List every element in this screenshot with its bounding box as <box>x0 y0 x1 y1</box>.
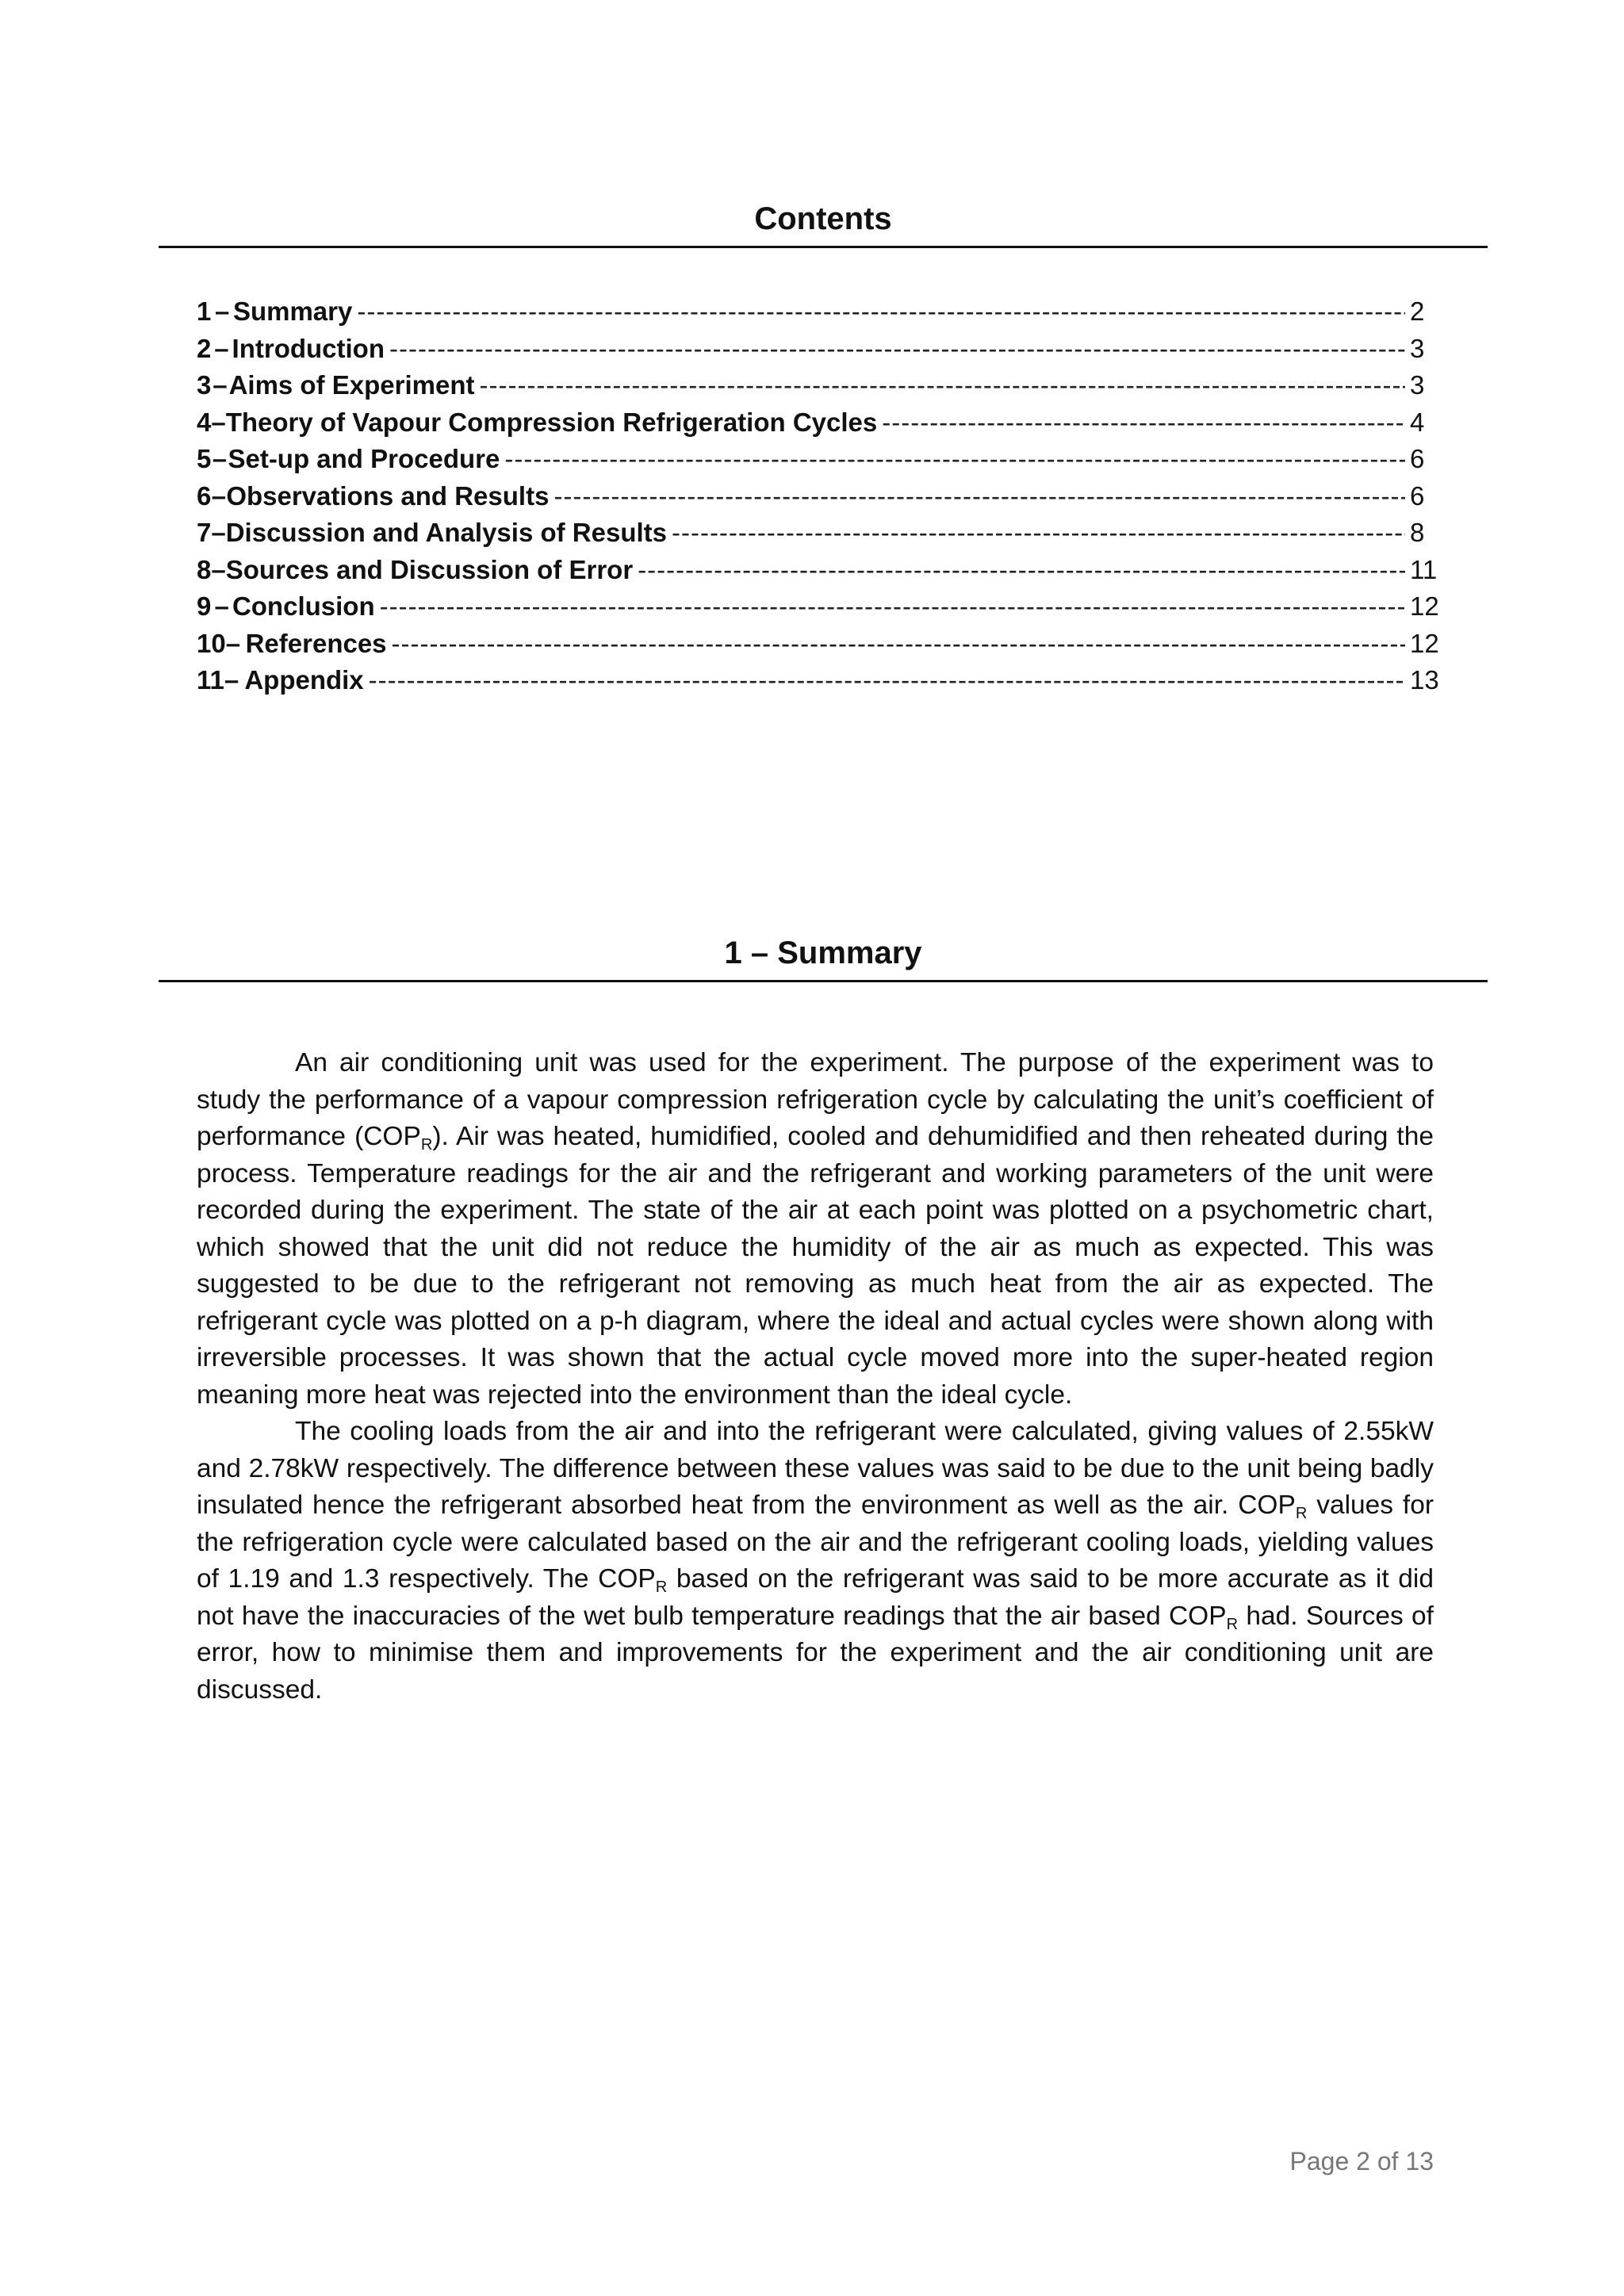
toc-page: 6 <box>1410 444 1425 473</box>
toc-title: Theory of Vapour Compression Refrigeration Cycles <box>225 407 878 437</box>
toc-number: 11 <box>197 665 224 695</box>
toc-dash: – <box>225 628 241 658</box>
toc-page: 3 <box>1409 370 1425 400</box>
toc-leader <box>369 665 1405 695</box>
toc-dash: – <box>212 444 228 473</box>
toc-leader <box>389 334 1405 364</box>
toc-leader <box>380 591 1405 622</box>
toc-title: Aims of Experiment <box>228 370 475 400</box>
toc-entry[interactable] <box>197 444 1434 481</box>
toc-page: 8 <box>1410 518 1425 547</box>
toc-entry[interactable] <box>197 554 1438 592</box>
toc-page: 4 <box>1410 407 1425 437</box>
summary-rule <box>159 980 1488 982</box>
toc-page: 3 <box>1410 333 1425 363</box>
summary-paragraph: An air conditioning unit was used for the experiment. The purpose of the experiment was to study the performance of a vapour compression refrigeration cycle by calculating the unit’s coefficient of performance $(COP_R)$. Air was heated, humidified, cooled and dehumidified and then reheated during the process. Temperature readings for the air and the refrigerant and working parameters of the unit were recorded during the experiment. The state of the air at each point was plotted on a psychometric chart, which showed that the unit did not reduce the humidity of the air as much as expected. This was suggested to be due to the refrigerant not removing as much heat from the air as expected. The refrigerant cycle was plotted on a p-h diagram, where the ideal and actual cycles were shown along with irreversible processes. It was shown that the actual cycle moved more into the super-heated region meaning more heat was rejected into the environment than the ideal cycle. <box>197 1048 1434 1410</box>
toc-page: 13 <box>1410 665 1439 695</box>
toc-leader <box>553 481 1405 511</box>
toc-leader <box>638 555 1405 585</box>
toc-entry[interactable] <box>197 591 1439 629</box>
toc-entry[interactable] <box>197 334 1434 371</box>
toc-page: 12 <box>1409 591 1439 621</box>
toc-dash: – <box>224 665 239 695</box>
toc-entry[interactable] <box>197 370 1434 408</box>
summary-heading: 1 – Summary <box>724 936 922 970</box>
toc-title: Set-up and Procedure <box>228 444 500 473</box>
toc-entry[interactable] <box>197 408 1434 445</box>
toc-entry[interactable] <box>197 665 1439 702</box>
toc-number: 7 <box>197 518 212 547</box>
toc-leader <box>357 297 1405 327</box>
toc-title: Summary <box>232 297 353 326</box>
toc-number: 4 <box>197 407 212 437</box>
toc-title: Discussion and Analysis of Results <box>225 518 667 547</box>
summary-body <box>197 1045 1434 1709</box>
toc-page: 6 <box>1410 480 1425 511</box>
page-number: Page 2 of 13 <box>1289 2147 1434 2175</box>
toc-entry[interactable] <box>197 481 1434 519</box>
toc-number: 6 <box>197 480 212 511</box>
toc-page: 2 <box>1410 297 1425 326</box>
toc-dash: – <box>214 591 229 621</box>
toc-leader <box>882 408 1405 438</box>
toc-number: 2 <box>197 333 212 363</box>
toc-leader <box>392 629 1405 659</box>
toc-dash: – <box>211 480 227 511</box>
toc-dash: – <box>214 297 230 326</box>
toc-title: Appendix <box>244 665 364 695</box>
contents-heading: Contents <box>754 201 892 236</box>
toc-entry[interactable] <box>197 297 1434 334</box>
toc-number: 1 <box>197 297 212 326</box>
toc-entry[interactable] <box>197 518 1434 555</box>
summary-paragraph: The cooling loads from the air and into the refrigerant were calculated, giving values of 2.55kW and 2.78kW respectively. The difference between these values was said to be due to the unit being badly insulated hence the refrigerant absorbed heat from the environment as well as the air. $COP_R$ values for the refrigeration cycle were calculated based on the air and the refrigerant cooling loads, yielding values of 1.19 and 1.3 respectively. The $COP_R$ based on the refrigerant was said to be more accurate as it did not have the inaccuracies of the wet bulb temperature readings that the air based $COP_R$ had. Sources of error, how to minimise them and improvements for the experiment and the air conditioning unit are discussed. <box>197 1417 1434 1705</box>
toc-dash: – <box>214 333 229 363</box>
table-of-contents <box>197 297 1439 702</box>
toc-leader <box>504 444 1405 474</box>
toc-number: 10 <box>197 628 226 658</box>
toc-leader <box>479 370 1405 400</box>
toc-number: 9 <box>197 591 212 621</box>
toc-entry[interactable] <box>197 628 1439 666</box>
toc-dash: – <box>211 407 226 437</box>
toc-dash: – <box>211 518 226 547</box>
toc-title: Sources and Discussion of Error <box>225 554 634 584</box>
toc-title: References <box>245 628 387 658</box>
toc-title: Observations and Results <box>226 480 550 511</box>
toc-number: 3 <box>197 370 212 400</box>
toc-dash: – <box>213 370 228 400</box>
toc-title: Introduction <box>232 333 385 363</box>
toc-dash: – <box>211 554 226 584</box>
toc-title: Conclusion <box>232 591 375 621</box>
contents-rule <box>159 246 1488 248</box>
toc-page: 12 <box>1410 628 1439 658</box>
toc-number: 5 <box>197 444 212 473</box>
toc-page: 11 <box>1410 554 1438 584</box>
toc-number: 8 <box>197 554 212 584</box>
toc-leader <box>672 518 1405 548</box>
